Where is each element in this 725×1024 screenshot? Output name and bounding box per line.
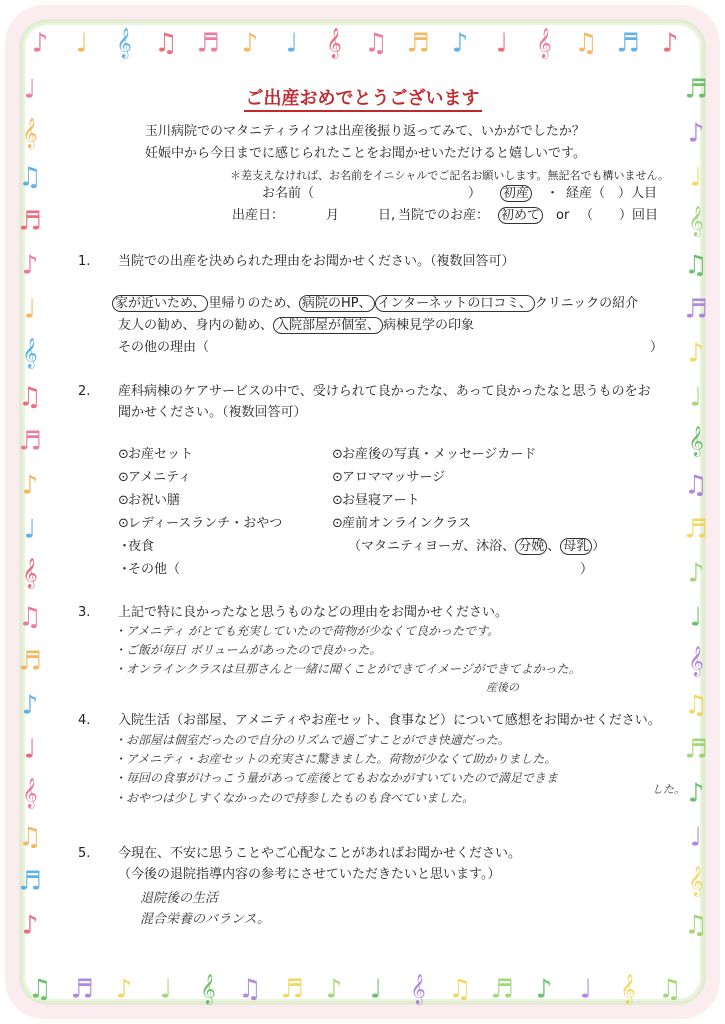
q1-opt-near: 家が近いため、	[112, 295, 208, 312]
music-note-icon: ♩	[495, 28, 509, 59]
music-note-icon: ♬	[616, 28, 640, 59]
music-note-icon: ♪	[661, 28, 679, 59]
q4-number: 4.	[78, 713, 91, 728]
music-note-icon: 𝄞	[326, 28, 342, 59]
music-note-icon: ♪	[31, 28, 49, 59]
music-note-icon: ♫	[364, 28, 388, 59]
music-note-icon: ♬	[18, 866, 42, 897]
music-note-icon: ♫	[18, 602, 42, 633]
music-note-icon: ♪	[325, 974, 343, 1005]
music-note-icon: ♬	[684, 514, 708, 545]
music-note-icon: ♬	[196, 28, 220, 59]
music-note-icon: ♩	[285, 28, 299, 59]
q5-answer-2: 混合栄養のバランス。	[140, 912, 271, 927]
music-note-icon: ♪	[241, 28, 259, 59]
music-note-icon: ♩	[369, 974, 383, 1005]
music-note-icon: 𝄞	[688, 646, 704, 677]
q3-answer-1: ・アメニティ がとても充実していたので荷物が少なくて良かったです。	[114, 624, 500, 638]
music-note-icon: ♩	[23, 294, 37, 325]
birth-date-label: 出産日：	[232, 208, 285, 223]
q5-number: 5.	[78, 846, 91, 861]
q4-answer-2: ・アメニティ・お産セットの充実さに驚きました。荷物が少なくて助かりました。	[114, 752, 557, 766]
q4-answer-3: ・毎回の食事がけっこう量があって産後とてもおなかがすいていたので満足できま	[114, 771, 558, 785]
music-note-icon: ♩	[689, 382, 703, 413]
music-note-icon: ♫	[684, 470, 708, 501]
q2-right-1: ⊙アロママッサージ	[332, 470, 446, 485]
q4-answer-4: ・おやつは少しすくなかったので持参したものも食べていました。	[114, 791, 475, 805]
month-label: 月	[326, 208, 340, 223]
music-note-icon: ♪	[21, 910, 39, 941]
music-note-icon: 𝄞	[22, 338, 38, 369]
music-note-icon: ♬	[490, 974, 514, 1005]
q2-left-4: ・夜食	[118, 539, 155, 554]
q1-number: 1.	[78, 254, 91, 269]
music-note-icon: 𝄞	[688, 866, 704, 897]
q4-answer-1: ・お部屋は個室だったので自分のリズムで過ごすことができ快適だった。	[114, 733, 510, 747]
music-note-icon: 𝄞	[688, 206, 704, 237]
music-note-icon: ♫	[154, 28, 178, 59]
q3-answer-3: ・オンラインクラスは旦那さんと一緒に聞くことができてイメージができてよかった。	[114, 662, 581, 676]
q1-question: 当院での出産を決められた理由をお聞かせください。（複数回答可）	[118, 254, 515, 269]
music-note-icon: ♬	[684, 74, 708, 105]
q3-insert: 産後の	[486, 681, 519, 694]
q2-left-0: ⊙お産セット	[118, 447, 194, 462]
q2-left-close: ）	[580, 562, 594, 577]
q1-opt-private: 入院部屋が個室、	[273, 317, 383, 334]
q3-question: 上記で特に良かったなと思うものなどの理由をお聞かせください。	[118, 605, 509, 620]
q1-opt-family: 身内の勧め、	[195, 318, 273, 333]
or-label: or	[556, 208, 570, 223]
q5-question: 今現在、不安に思うことやご心配なことがあればお聞かせください。	[118, 846, 522, 861]
music-note-icon: 𝄞	[22, 778, 38, 809]
music-note-icon: ♫	[684, 910, 708, 941]
music-note-icon: ♬	[18, 206, 42, 237]
music-note-icon: ♩	[23, 734, 37, 765]
q4-question: 入院生活（お部屋、アメニティやお産セット、食事など）について感想をお聞かせください。	[118, 713, 661, 728]
music-note-icon: ♪	[451, 28, 469, 59]
music-note-icon: ♩	[159, 974, 173, 1005]
q2-number: 2.	[78, 384, 91, 399]
music-note-icon: ♫	[18, 382, 42, 413]
music-note-icon: ♫	[574, 28, 598, 59]
music-note-icon: 𝄞	[688, 426, 704, 457]
music-note-icon: ♩	[689, 602, 703, 633]
page-title: ご出産おめでとうございます	[0, 84, 725, 110]
music-note-icon: ♩	[579, 974, 593, 1005]
q1-other: その他の理由（	[118, 340, 210, 355]
music-note-icon: ♬	[684, 734, 708, 765]
music-note-icon: ♬	[18, 646, 42, 677]
name-label: お名前（	[262, 186, 315, 201]
q1-other-close: ）	[650, 340, 664, 355]
music-note-icon: ♩	[689, 822, 703, 853]
music-note-icon: ♫	[684, 690, 708, 721]
q1-opt-friend: 友人の勧め、	[118, 318, 196, 333]
intro-line-1: 玉川病院でのマタニティライフは出産後振り返ってみて、いかがでしたか？	[145, 124, 585, 139]
birth-sep: ・	[546, 186, 560, 201]
music-note-icon: ♪	[535, 974, 553, 1005]
q3-number: 3.	[78, 605, 91, 620]
q2-left-5: ・その他（	[118, 562, 181, 577]
q1-opt-hp: 病院のHP、	[299, 295, 375, 312]
q1-options-line-2	[118, 318, 474, 334]
first-birth-option: 初産	[500, 186, 532, 202]
music-note-icon: ♬	[406, 28, 430, 59]
music-note-icon: ♪	[687, 778, 705, 809]
music-note-icon: ♫	[238, 974, 262, 1005]
q1-opt-internet: インターネットの口コミ、	[375, 295, 535, 312]
music-note-icon: ♬	[280, 974, 304, 1005]
q3-answer-2: ・ご飯が毎日 ボリュームがあったので良かった。	[114, 643, 382, 657]
music-note-icon: ♫	[658, 974, 682, 1005]
music-note-icon: ♪	[21, 470, 39, 501]
day-label: 日,	[378, 208, 396, 223]
q2-question-2: 聞かせください。（複数回答可）	[118, 405, 307, 420]
music-note-icon: ♪	[687, 558, 705, 589]
music-note-icon: ♩	[75, 28, 89, 59]
music-note-icon: ♪	[21, 250, 39, 281]
music-note-icon: 𝄞	[620, 974, 636, 1005]
q2-right-sub: （マタニティヨーガ、沐浴、 分娩 、 母乳 ）	[348, 539, 606, 554]
multi-birth-option: 経産（ ）人目	[566, 186, 658, 201]
music-note-icon: ♪	[687, 118, 705, 149]
q2-question-1: 産科病棟のケアサービスの中で、受けられて良かったな、あって良かったなと思うものをお	[118, 384, 651, 399]
music-note-icon: ♫	[684, 250, 708, 281]
q2-right-0: ⊙お産後の写真・メッセージカード	[332, 447, 537, 462]
music-note-icon: 𝄞	[536, 28, 552, 59]
q2-left-3: ⊙レディースランチ・おやつ	[118, 516, 283, 531]
q1-opt-tour: 病棟見学の印象	[382, 318, 474, 333]
music-note-icon: 𝄞	[22, 118, 38, 149]
first-time-option: 初めて	[498, 208, 543, 224]
q5-answer-1: 退院後の生活	[140, 891, 219, 906]
q4-overflow: した。	[652, 783, 685, 796]
intro-note: ＊差支えなければ、お名前をイニシャルでご記名お願いします。無記名でも構いません。	[230, 169, 670, 182]
music-note-icon: 𝄞	[200, 974, 216, 1005]
q2-left-1: ⊙アメニティ	[118, 470, 192, 485]
music-note-icon: ♪	[115, 974, 133, 1005]
hospital-birth-label: 当院でのお産：	[398, 208, 490, 223]
music-note-icon: ♫	[28, 974, 52, 1005]
music-note-icon: 𝄞	[22, 558, 38, 589]
q1-opt-home: 里帰りのため、	[208, 296, 299, 311]
music-note-icon: ♬	[18, 426, 42, 457]
music-note-icon: ♫	[18, 162, 42, 193]
music-note-icon: ♪	[21, 690, 39, 721]
music-note-icon: 𝄞	[410, 974, 426, 1005]
q1-opt-clinic: クリニックの紹介	[534, 296, 639, 311]
music-note-icon: ♬	[70, 974, 94, 1005]
music-note-icon: ♩	[23, 74, 37, 105]
intro-line-2: 妊娠中から今日までに感じられたことをお聞かせいただけると嬉しいです。	[145, 146, 586, 161]
q1-options-line-1	[112, 296, 638, 312]
q5-sub: （今後の退院指導内容の参考にさせていただきたいと思います。）	[118, 867, 501, 882]
q2-right-2: ⊙お昼寝アート	[332, 493, 420, 508]
music-note-icon: ♩	[689, 162, 703, 193]
q2-left-2: ⊙お祝い膳	[118, 493, 181, 508]
music-note-icon: ♫	[18, 822, 42, 853]
music-note-icon: ♫	[448, 974, 472, 1005]
q2-right-3: ⊙産前オンラインクラス	[332, 516, 471, 531]
music-note-icon: ♪	[687, 338, 705, 369]
music-note-icon: ♩	[23, 514, 37, 545]
name-close: ）	[468, 186, 482, 201]
music-note-icon: ♬	[684, 294, 708, 325]
times-option: （ ）回目	[580, 208, 659, 223]
music-note-icon: 𝄞	[116, 28, 132, 59]
